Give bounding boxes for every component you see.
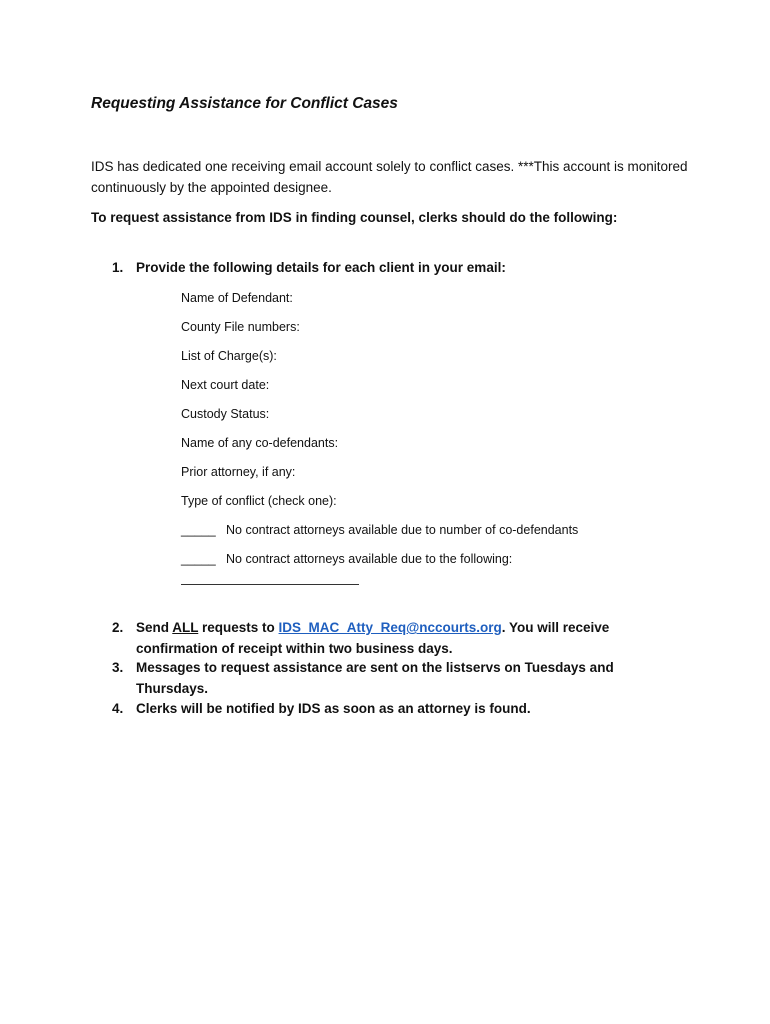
list-item-text: Provide the following details for each client in your email: xyxy=(136,260,506,275)
detail-field-court-date: Next court date: xyxy=(181,378,270,392)
conflict-option-other xyxy=(181,551,681,567)
list-item-text: Messages to request assistance are sent on the listservs on Tuesdays and Thursdays. xyxy=(136,660,614,696)
detail-field-co-defendants: Name of any co-defendants: xyxy=(181,436,339,450)
list-item-text xyxy=(136,618,676,659)
text-segment: . You will receive confirmation of receipt within two business days. xyxy=(136,620,610,656)
conflict-option-label: No contract attorneys available due to the following: xyxy=(226,552,513,566)
text-segment: requests to xyxy=(198,620,279,635)
intro-paragraph: IDS has dedicated one receiving email account solely to conflict cases. ***This account is monitored continuously by the appointed designee. xyxy=(91,159,688,195)
detail-field-charges: List of Charge(s): xyxy=(181,349,277,363)
document-title: Requesting Assistance for Conflict Cases xyxy=(91,95,398,112)
check-blank: _____ xyxy=(181,523,216,537)
detail-field-file-numbers: County File numbers: xyxy=(181,320,300,334)
list-number: 3. xyxy=(112,660,124,675)
fill-in-line xyxy=(181,584,359,585)
detail-field-prior-attorney: Prior attorney, if any: xyxy=(181,465,296,479)
list-number: 4. xyxy=(112,701,124,716)
conflict-option-co-defendants xyxy=(181,522,681,538)
conflict-option-label: No contract attorneys available due to number of co-defendants xyxy=(226,523,579,537)
list-item-text: Clerks will be notified by IDS as soon as an attorney is found. xyxy=(136,701,531,716)
instructions-lead: To request assistance from IDS in finding counsel, clerks should do the following: xyxy=(91,210,618,225)
text-segment: Send xyxy=(136,620,173,635)
email-link[interactable]: IDS_MAC_Atty_Req@nccourts.org xyxy=(278,620,502,635)
list-number: 2. xyxy=(112,620,124,635)
detail-field-defendant: Name of Defendant: xyxy=(181,291,293,305)
detail-field-custody: Custody Status: xyxy=(181,407,270,421)
emphasis-all: ALL xyxy=(172,620,199,635)
check-blank: _____ xyxy=(181,552,216,566)
list-number: 1. xyxy=(112,260,124,275)
detail-field-conflict-type: Type of conflict (check one): xyxy=(181,494,337,508)
